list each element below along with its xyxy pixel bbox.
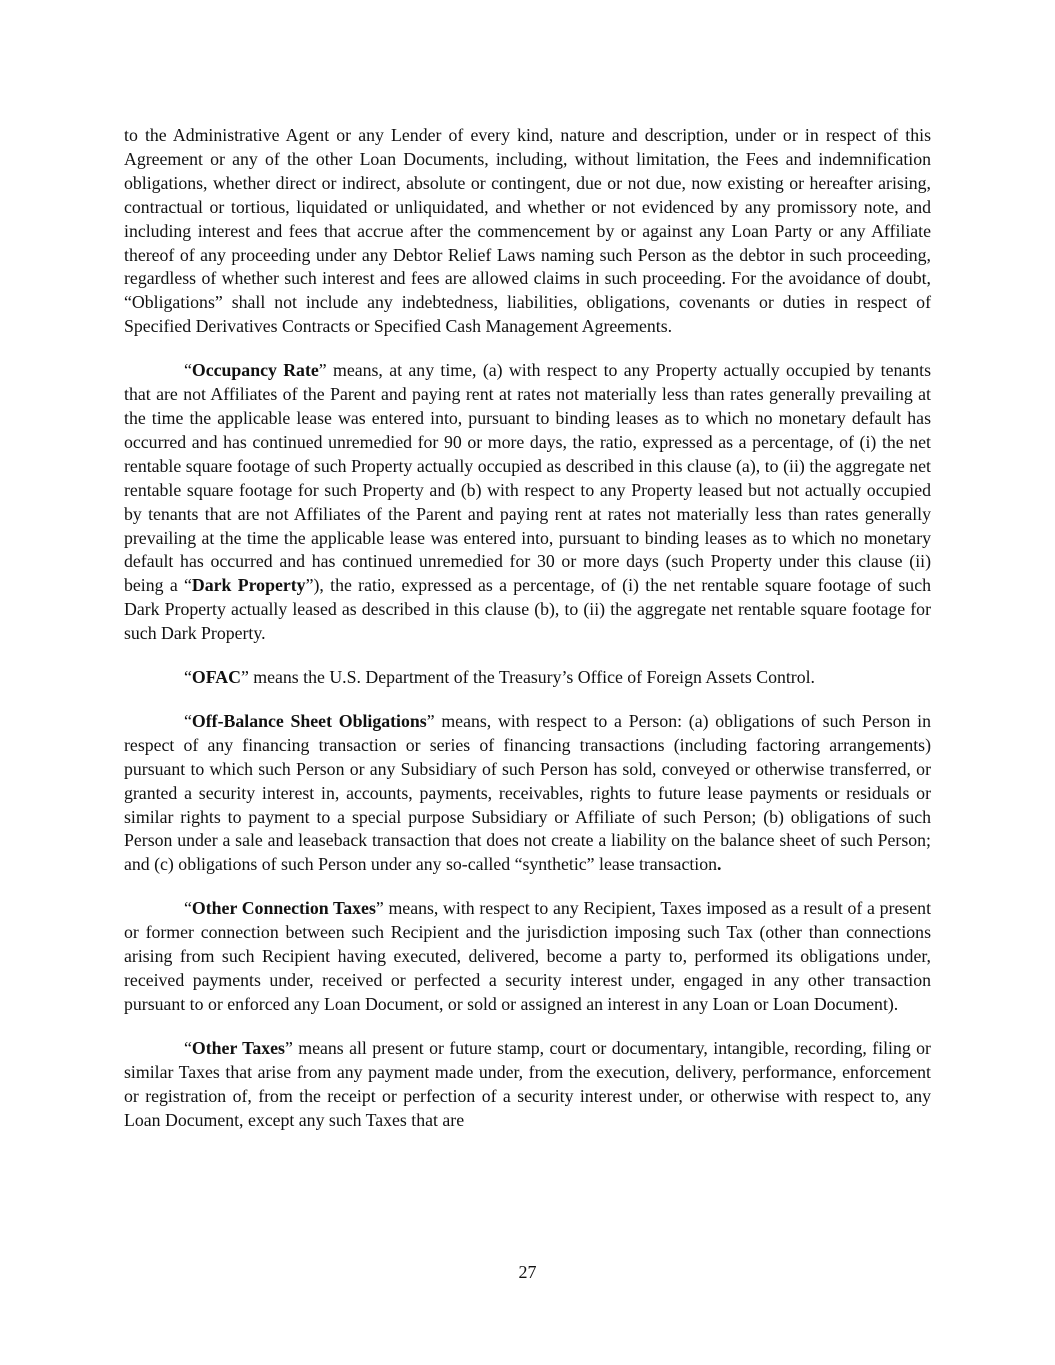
defined-term: Off-Balance Sheet Obligations — [191, 710, 427, 731]
defined-term: Other Connection Taxes — [191, 898, 376, 919]
open-quote: “ — [184, 360, 192, 381]
defined-term: Occupancy Rate — [191, 360, 319, 381]
paragraph-text: to the Administrative Agent or any Lender of every kind, nature and description, under or in respect of this Agreement or any of the other Loan Documents, including, without limitation, the Fees and indemnification obligations, whether direct or indirect, absolute or contingent, due or not due, now existing or hereafter arising, contractual or tortious, liquidated or unliquidated, and whether or not evidenced by any promissory note, and including interest and fees that accrue after the commencement by or against any Loan Party or any Affiliate thereof of any proceeding under any Debtor Relief Laws naming such Person as the debtor in such proceeding, regardless of whether such interest and fees are allowed claims in such proceeding. For the avoidance of doubt, “Obligations” shall not include any indebtedness, liabilities, obligations, covenants or duties in respect of Specified Derivatives Contracts or Specified Cash Management Agreements. — [124, 125, 931, 337]
open-quote: “ — [184, 667, 192, 688]
definition-text: ” means, at any time, (a) with respect to any Property actually occupied by tenants that are not Affiliates of the Parent and paying rent at rates not materially less than rates generally prevailing at the time the applicable lease was entered into, pursuant to binding leases as to which no monetary default has occurred and has continued unremedied for 90 or more days, the ratio, expressed as a percentage, of (i) the net rentable square footage of such Property actually occupied as described in this clause (a), to (ii) the aggregate net rentable square footage for such Property and (b) with respect to any Property leased but not actually occupied by tenants that are not Affiliates of the Parent and paying rent at rates not materially less than rates generally prevailing at the time the applicable lease was entered into, pursuant to binding leases as to which no monetary default has occurred and has continued unremedied for 30 or more days (such Property under this clause (ii) being a “ — [124, 360, 932, 596]
definition-off-balance-sheet-obligations — [124, 710, 931, 877]
definition-ofac — [124, 666, 931, 690]
defined-term: OFAC — [191, 667, 241, 688]
definition-other-taxes — [124, 1037, 931, 1133]
open-quote: “ — [184, 710, 192, 731]
definition-text: ” means the U.S. Department of the Treasury’s Office of Foreign Assets Control. — [240, 667, 815, 688]
definition-text-continued: ”), the ratio, expressed as a percentage, of (i) the net rentable square footage of such Dark Property actually leased as described in this clause (b), to (ii) the aggregate net rentable square footage for such Dark Property. — [124, 575, 931, 644]
defined-term: Other Taxes — [191, 1037, 285, 1058]
definition-text: ” means all present or future stamp, court or documentary, intangible, recording, filing or similar Taxes that arise from any payment made under, from the execution, delivery, performance, enforcement or registration of, from the receipt or perfection of a security interest under, or otherwise with respect to, any Loan Document, except any such Taxes that are — [124, 1037, 931, 1130]
inline-defined-term: Dark Property — [191, 575, 306, 596]
definition-text: ” means, with respect to a Person: (a) obligations of such Person in respect of any financing transaction or series of financing transactions (including factoring arrangements) pursuant to which such Person or any Subsidiary of such Person has sold, conveyed or otherwise transferred, or granted a security interest in, accounts, payments, receivables, rights to future lease payments or residuals or similar rights to payment to a special purpose Subsidiary or Affiliate of such Person; (b) obligations of such Person under a sale and leaseback transaction that does not create a liability on the balance sheet of such Person; and (c) obligations of such Person under any so-called “synthetic” lease transaction — [124, 710, 931, 875]
definition-other-connection-taxes — [124, 897, 931, 1017]
open-quote: “ — [184, 898, 192, 919]
document-body — [124, 124, 931, 1152]
paragraph-obligations-continued — [124, 124, 931, 339]
open-quote: “ — [184, 1037, 192, 1058]
end-mark: . — [717, 854, 722, 875]
definition-text: ” means, with respect to any Recipient, Taxes imposed as a result of a present or former connection between such Recipient and the jurisdiction imposing such Tax (other than connections arising from such Recipient having executed, delivered, become a party to, performed its obligations under, received payments under, received or perfected a security interest under, engaged in any other transaction pursuant to or enforced any Loan Document, or sold or assigned an interest in any Loan or Loan Document). — [124, 898, 932, 1014]
definition-occupancy-rate — [124, 359, 931, 646]
page-number: 27 — [518, 1262, 537, 1282]
